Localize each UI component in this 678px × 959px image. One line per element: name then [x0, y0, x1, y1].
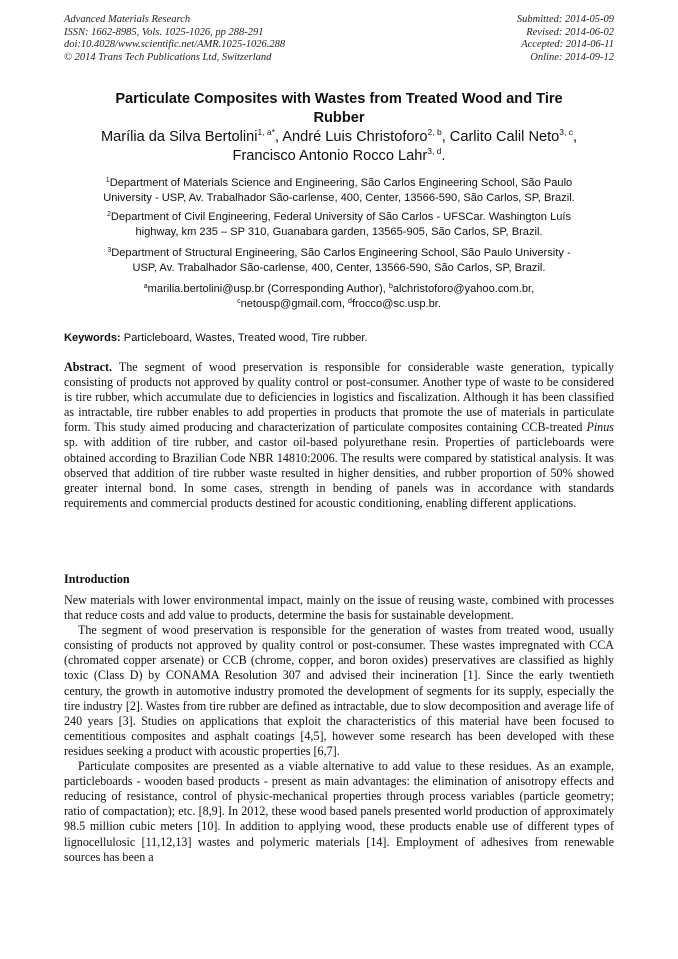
author-name: Carlito Calil Neto: [449, 129, 560, 145]
affiliation-line: Department of Structural Engineering, São Carlos Engineering School, São Paulo University -: [111, 247, 571, 259]
section-heading-introduction: Introduction: [64, 572, 130, 586]
keywords-label: Keywords:: [64, 332, 121, 344]
affiliation-number: 2: [106, 211, 111, 218]
affiliation-line: Department of Civil Engineering, Federal University of São Carlos - UFSCar. Washington Luís: [110, 211, 572, 223]
email-marker: a: [143, 283, 148, 290]
journal-issn: ISSN: 1662-8985, Vols. 1025-1026, pp 288-291: [64, 26, 264, 38]
journal-copyright: © 2014 Trans Tech Publications Ltd, Switzerland: [64, 51, 272, 63]
journal-name: Advanced Materials Research: [64, 14, 191, 25]
abstract-text: sp. with addition of tire rubber, and castor oil-based polyurethane resin. Properties of particleboards were obtained according to Brazilian Code NBR 14810:2006. The results were compared by statistical analysis. It was observed that addition of tire rubber waste resulted in higher densities, and rubber proportion of 50% showed greater internal bond. In some cases, strength in bending of panels was in accordance with standards requirements and commercial products destined for acoustic conditioning, enabling different applications.: [64, 435, 614, 510]
online-date: Online: 2014-09-12: [530, 51, 614, 63]
affiliation-3: [64, 246, 614, 275]
keywords-text: Particleboard, Wastes, Treated wood, Tire rubber.: [120, 332, 368, 344]
affiliation-number: 3: [107, 247, 112, 254]
paper-title-line1: Particulate Composites with Wastes from Treated Wood and Tire: [115, 91, 563, 107]
abstract: [64, 360, 614, 511]
keywords: [64, 331, 614, 345]
email-marker: c: [237, 297, 241, 305]
abstract-text: The segment of wood preservation is responsible for considerable waste generation, typically consisting of products not approved by quality control or post-consumer. Another type of waste to be considered is tire rubber, which accumulate due to deficiencies in logistics and fiscalization. Although it has been classified as intractable, tire rubber enables to add properties in products that promote the use of materials in particulate form. This study aimed producing and characterization of particulate composites containing CCB-treated: [64, 360, 614, 435]
author-affiliation-marker: 2, b: [427, 127, 442, 137]
author-separator: ,: [274, 129, 283, 145]
affiliation-1: [64, 176, 614, 205]
affiliation-line: USP, Av. Trabalhador São-carlense, 400, Center, 13566-590, São Carlos, SP, Brazil.: [132, 261, 546, 274]
paper-title-line2: Rubber: [313, 110, 365, 126]
submitted-date: Submitted: 2014-05-09: [516, 14, 614, 25]
author-affiliation-marker: 3, d: [427, 146, 442, 156]
body-paragraph: New materials with lower environmental impact, mainly on the issue of reusing waste, combined with processes that reduce costs and add value to products, determine the basis for sustainable development.: [64, 593, 614, 623]
author-name: André Luis Christoforo: [282, 129, 428, 145]
email-marker: d: [348, 297, 352, 305]
author-list: [64, 128, 614, 166]
submission-dates: [517, 14, 614, 64]
author-name: Marília da Silva Bertolini: [100, 129, 258, 145]
abstract-label: Abstract.: [64, 360, 113, 374]
affiliation-2: [64, 210, 614, 239]
author-separator: ,: [441, 129, 450, 145]
introduction-body: [64, 593, 614, 865]
email-marker: b: [388, 283, 393, 290]
journal-doi: doi:10.4028/www.scientific.net/AMR.1025-1026.288: [64, 39, 286, 51]
email-d: frocco@sc.usp.br.: [351, 297, 441, 310]
affiliation-line: highway, km 235 – SP 310, Guanabara garden, 13565-905, São Carlos, SP, Brazil.: [135, 225, 543, 238]
email-a: marilia.bertolini@usp.br (Corresponding Author),: [147, 283, 389, 295]
author-emails: [64, 282, 614, 311]
author-separator: ,: [573, 129, 578, 145]
affiliation-line: University - USP, Av. Trabalhador São-carlense, 400, Center, 13566-590, São Carlos, SP, Brazil.: [103, 191, 575, 204]
abstract-species: Pinus: [586, 420, 614, 435]
email-b: alchristoforo@yahoo.com.br,: [392, 283, 535, 295]
body-paragraph: Particulate composites are presented as a viable alternative to add value to these residues. As an example, particleboards - wooden based products - present as main advantages: the elimination of anisotropy effects and reducing of resistance, control of physic-mechanical properties through process variables (particle geometry; ratio of compactation); etc. [8,9]. In 2012, these wood based panels presented world production of approximately 98.5 million cubic meters [10]. In addition to applying wood, these products enable use of different types of lignocellulosic [11,12,13] wastes and polymeric materials [14]. Employment of adhesives from renewable sources has been a: [64, 759, 614, 864]
affiliation-number: 1: [105, 177, 110, 184]
accepted-date: Accepted: 2014-06-11: [521, 39, 614, 51]
revised-date: Revised: 2014-06-02: [526, 26, 614, 38]
author-separator: .: [441, 148, 446, 164]
author-affiliation-marker: 3, c: [559, 127, 573, 137]
paper-title: [64, 90, 614, 128]
affiliation-line: Department of Materials Science and Engineering, São Carlos Engineering School, São Paulo: [109, 177, 573, 189]
author-affiliation-marker: 1, a*: [257, 127, 275, 137]
email-c: netousp@gmail.com,: [240, 297, 349, 310]
author-name: Francisco Antonio Rocco Lahr: [232, 148, 428, 164]
body-paragraph: The segment of wood preservation is responsible for the generation of wastes from treated wood, usually consisting of products not approved by quality control or post-consumer. These wastes impregnated with CCA (chromated copper arsenate) or CCB (chrome, copper, and boron oxides) preservatives are classified as highly toxic (Class D) by CONAMA Resolution 307 and advised their incineration [1]. Since the early twentieth century, the growth in automotive industry promoted the development of segments for its supply, especially the tire industry [2]. Wastes from tire rubber are defined as intractable, due to slow decomposition and average life of 240 years [3]. Studies on applications that exploit the characteristics of this material have been focused to cementitious composites and asphalt coatings [4,5], however some research has been developed with these residues seeking a product with acoustic properties [6,7].: [64, 623, 614, 758]
journal-info: [64, 14, 285, 64]
